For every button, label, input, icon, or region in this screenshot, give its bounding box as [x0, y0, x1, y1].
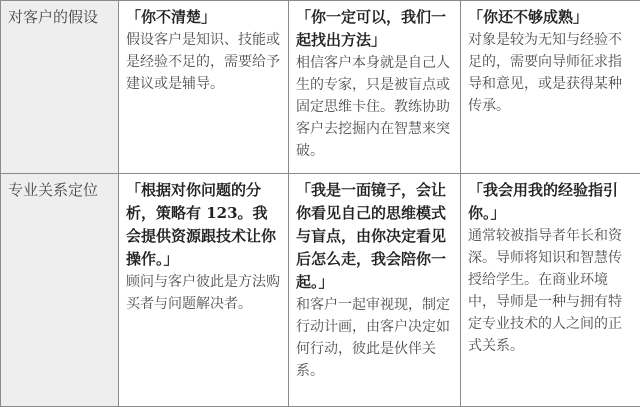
- cell-text: 通常较被指导者年长和资深。导师将知识和智慧传授给学生。在商业环境中，导师是一种与拥有特定专业技术的人之间的正式关系。: [468, 225, 633, 357]
- cell-heading: 「你还不够成熟」: [468, 6, 633, 29]
- cell-text: 对象是较为无知与经验不足的，需要向导师征求指导和意见，或是获得某种传承。: [468, 29, 633, 117]
- cell-text: 和客户一起审视现，制定行动计画，由客户决定如何行动，彼此是伙伴关系。: [296, 294, 453, 382]
- cell-coach-relationship: [289, 174, 461, 407]
- table-row-relationship: [1, 174, 640, 407]
- table-row-assumption: [1, 1, 640, 174]
- cell-heading: 「我是一面镜子，会让你看见自己的思维模式与盲点，由你决定看见后怎么走，我会陪你一起。」: [296, 179, 453, 294]
- cell-text: 顾问与客户彼此是方法购买者与问题解决者。: [126, 271, 281, 315]
- cell-heading: 「我会用我的经验指引你。」: [468, 179, 633, 225]
- cell-heading: 「你一定可以，我们一起找出方法」: [296, 6, 453, 52]
- row-header-assumption: 对客户的假设: [1, 1, 119, 174]
- cell-heading: 「你不清楚」: [126, 6, 281, 29]
- cell-mentor-relationship: [461, 174, 640, 407]
- cell-text: 相信客户本身就是自己人生的专家，只是被盲点或固定思维卡住。教练协助客户去挖掘内在智慧来突破。: [296, 52, 453, 162]
- row-header-relationship: 专业关系定位: [1, 174, 119, 407]
- cell-consultant-relationship: [119, 174, 289, 407]
- cell-heading: 「根据对你问题的分析，策略有 123。我会提供资源跟技术让你操作。」: [126, 179, 281, 271]
- cell-consultant-assumption: [119, 1, 289, 174]
- cell-text: 假设客户是知识、技能或是经验不足的，需要给予建议或是辅导。: [126, 29, 281, 95]
- cell-mentor-assumption: [461, 1, 640, 174]
- cell-coach-assumption: [289, 1, 461, 174]
